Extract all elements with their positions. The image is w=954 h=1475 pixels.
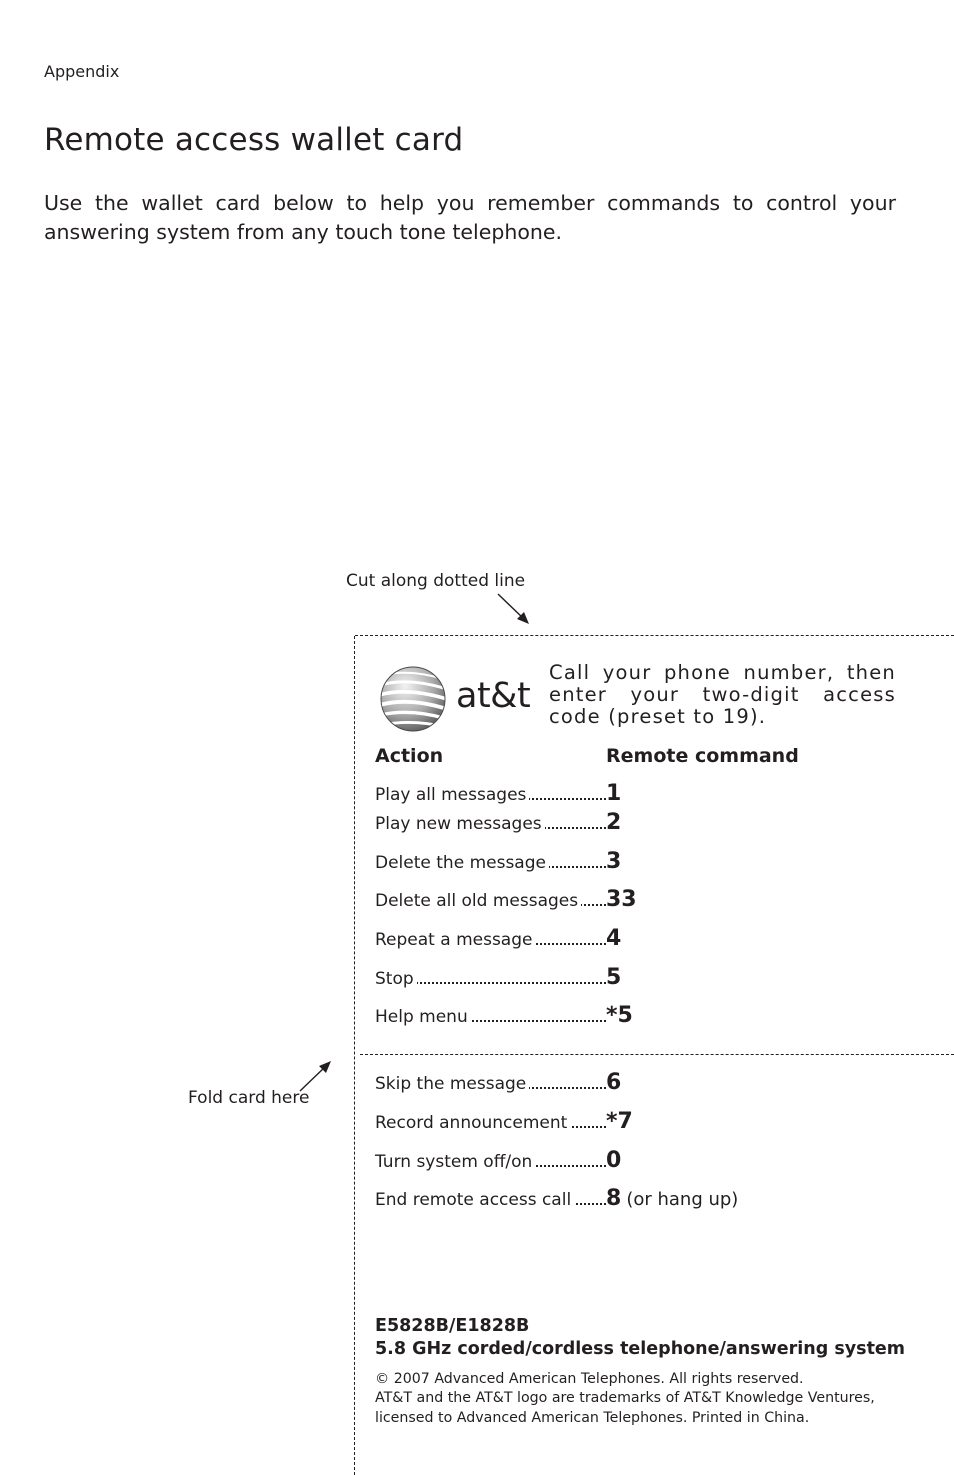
command-column-header: Remote command: [606, 745, 799, 767]
command-key: 5: [606, 965, 622, 990]
row-command: [606, 781, 621, 806]
cut-annotation: Cut along dotted line: [346, 571, 526, 591]
command-key: 33: [606, 887, 637, 912]
row-action: Play all messages: [375, 785, 529, 805]
command-key: *7: [606, 1109, 633, 1134]
command-row: [375, 1109, 875, 1135]
row-action: Delete all old messages: [375, 891, 581, 911]
fold-line: [360, 1054, 954, 1055]
cut-arrow-icon: [495, 592, 535, 628]
command-key: 1: [606, 781, 622, 806]
row-command: [606, 965, 621, 990]
row-command: [606, 1070, 621, 1095]
row-command: [606, 810, 621, 835]
row-action: Repeat a message: [375, 930, 535, 950]
action-column-header: Action: [375, 745, 444, 767]
row-action: Stop: [375, 969, 417, 989]
fold-annotation: Fold card here: [188, 1088, 310, 1108]
row-action: Skip the message: [375, 1074, 529, 1094]
command-row: [375, 926, 875, 952]
copyright-line: © 2007 Advanced American Telephones. All rights reserved.: [375, 1371, 804, 1387]
product-description: 5.8 GHz corded/cordless telephone/answering system: [375, 1339, 906, 1359]
model-number: E5828B/E1828B: [375, 1316, 530, 1336]
cut-line-top: [355, 635, 954, 636]
command-note: (or hang up): [626, 1189, 739, 1210]
row-command: [606, 1109, 633, 1134]
command-row: [375, 1186, 875, 1212]
page-title: Remote access wallet card: [44, 122, 464, 158]
command-row: [375, 887, 875, 913]
command-row: [375, 965, 875, 991]
command-key: 8: [606, 1186, 622, 1211]
row-action: End remote access call: [375, 1190, 574, 1210]
intro-paragraph: Use the wallet card below to help you remember commands to control your answering system from any touch tone telephone.: [44, 191, 896, 244]
row-command: [606, 1003, 633, 1028]
command-key: 3: [606, 849, 622, 874]
row-command: [606, 887, 637, 912]
row-command: [606, 1148, 621, 1173]
row-command: [606, 926, 621, 951]
trademark-line: AT&T and the AT&T logo are trademarks of AT&T Knowledge Ventures,: [375, 1390, 875, 1406]
fold-arrow-icon: [298, 1058, 334, 1094]
logo-wordmark: at&t: [456, 676, 531, 716]
row-action: Play new messages: [375, 814, 545, 834]
section-label: Appendix: [44, 62, 120, 81]
row-command: [606, 849, 621, 874]
command-row: [375, 1003, 875, 1029]
command-row: [375, 781, 875, 807]
row-action: Delete the message: [375, 853, 549, 873]
command-key: 0: [606, 1148, 622, 1173]
command-key: 4: [606, 926, 622, 951]
row-action: Help menu: [375, 1007, 471, 1027]
row-action: Turn system off/on: [375, 1152, 535, 1172]
command-key: 6: [606, 1070, 622, 1095]
command-row: [375, 849, 875, 875]
command-key: *5: [606, 1003, 633, 1028]
row-action: Record announcement: [375, 1113, 570, 1133]
command-key: 2: [606, 810, 622, 835]
command-row: [375, 1070, 875, 1096]
cut-line-left: [354, 636, 355, 1475]
row-command: [606, 1186, 738, 1211]
card-intro: Call your phone number, then enter your two-digit access code (preset to 19).: [549, 661, 896, 728]
license-line: licensed to Advanced American Telephones. Printed in China.: [375, 1410, 810, 1426]
command-row: [375, 1148, 875, 1174]
command-row: [375, 810, 875, 836]
